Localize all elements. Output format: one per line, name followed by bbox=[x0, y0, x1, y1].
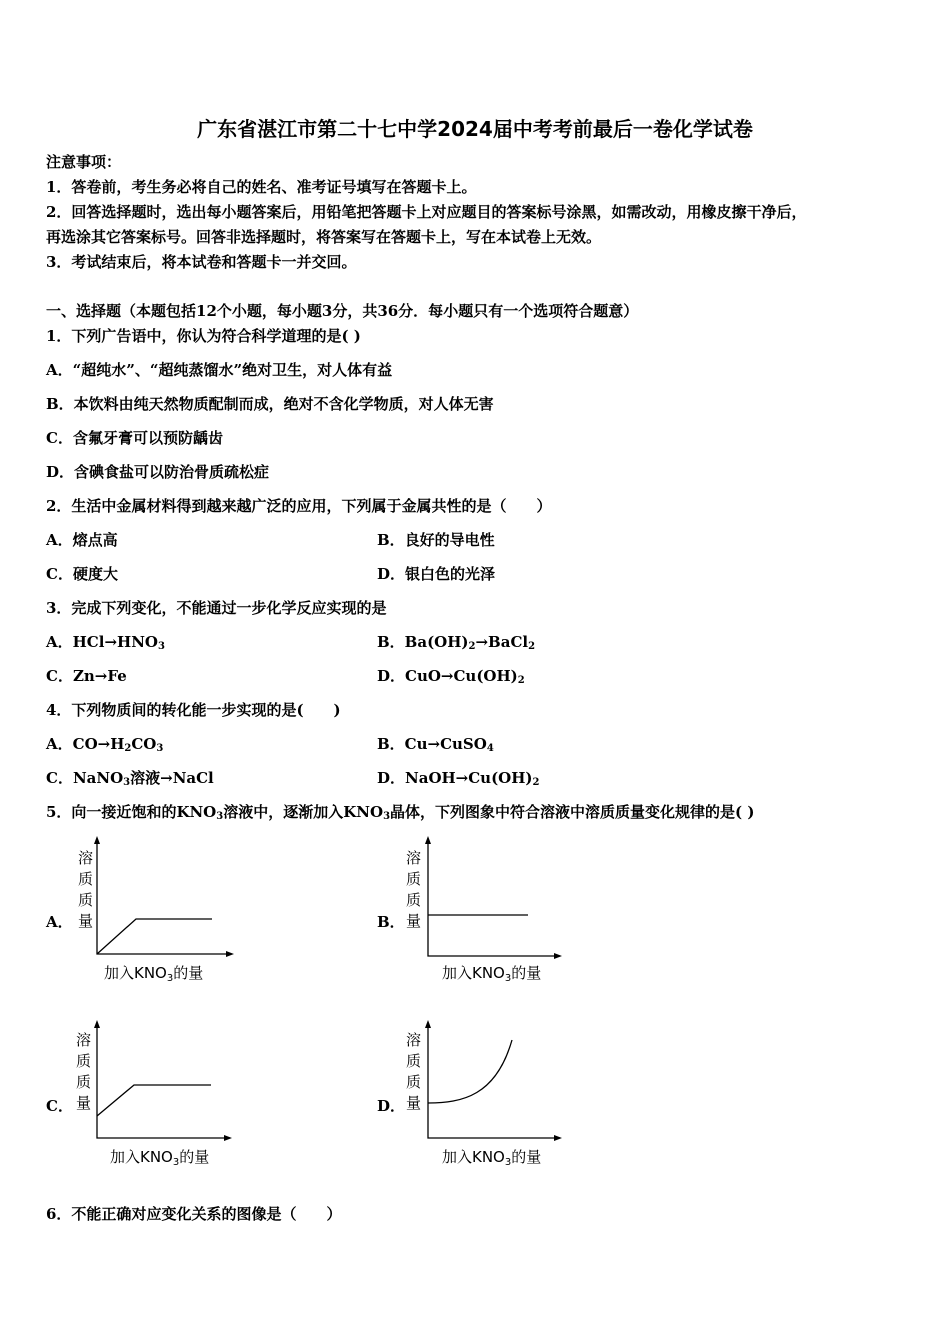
q4-option-d: D．$NaOH\to Cu(OH)_2$ bbox=[377, 769, 540, 788]
note-1: 1．答卷前，考生务必将自己的姓名、准考证号填写在答题卡上。 bbox=[46, 178, 477, 196]
graph-b-xlabel: 加入$KNO_3$的量 bbox=[442, 964, 542, 984]
graph-a-y-arrow bbox=[94, 836, 100, 844]
q4-option-c: C．NaNO$_3$溶液→NaCl bbox=[46, 769, 214, 788]
question-1-stem: 1．下列广告语中，你认为符合科学道理的是( ) bbox=[46, 327, 361, 345]
q5-option-a-label: A． bbox=[46, 913, 73, 931]
graph-a-ylabel-2: 质 bbox=[78, 870, 94, 888]
page-title: 广东省湛江市第二十七中学2024届中考考前最后一卷化学试卷 bbox=[197, 117, 753, 141]
note-3: 3．考试结束后，将本试卷和答题卡一并交回。 bbox=[46, 253, 357, 271]
q1-option-a: A．“超纯水”、“超纯蒸馏水”绝对卫生，对人体有益 bbox=[46, 361, 393, 379]
graph-c-y-arrow bbox=[94, 1020, 100, 1028]
q5-option-c-label: C． bbox=[46, 1097, 73, 1115]
graph-a-curve bbox=[97, 919, 212, 954]
graph-b-x-arrow bbox=[554, 953, 562, 959]
q1-option-b: B．本饮料由纯天然物质配制而成，绝对不含化学物质，对人体无害 bbox=[46, 395, 494, 413]
section-heading: 一、选择题（本题包括12个小题，每小题3分，共36分．每小题只有一个选项符合题意） bbox=[46, 302, 639, 320]
q4-option-a: A．$CO\to H_2CO_3$ bbox=[46, 735, 164, 754]
graph-b-ylabel-3: 质 bbox=[406, 891, 422, 909]
q2-option-d: D．银白色的光泽 bbox=[377, 565, 496, 583]
q5-graph-b bbox=[400, 830, 580, 990]
graph-b-axes bbox=[428, 840, 558, 956]
graph-a-ylabel-4: 量 bbox=[78, 912, 94, 930]
q1-option-c: C．含氟牙膏可以预防龋齿 bbox=[46, 429, 223, 447]
q5-graph-a bbox=[70, 830, 250, 990]
graph-b-ylabel-1: 溶 bbox=[406, 849, 422, 867]
graph-c-xlabel: 加入$KNO_3$的量 bbox=[110, 1148, 210, 1168]
note-2b: 再选涂其它答案标号。回答非选择题时，将答案写在答题卡上，写在本试卷上无效。 bbox=[46, 228, 602, 246]
graph-c-ylabel-1: 溶 bbox=[76, 1031, 92, 1049]
graph-a-ylabel-3: 质 bbox=[78, 891, 94, 909]
graph-d-curve bbox=[428, 1040, 512, 1103]
graph-c-axes bbox=[97, 1024, 228, 1138]
q5-option-b-label: B． bbox=[377, 913, 405, 931]
q5-graph-d bbox=[400, 1014, 580, 1174]
q3-option-b: B．$Ba(OH)_2\to BaCl_2$ bbox=[377, 633, 536, 652]
graph-d-x-arrow bbox=[554, 1135, 562, 1141]
q5-option-d-label: D． bbox=[377, 1097, 406, 1115]
graph-b-y-arrow bbox=[425, 836, 431, 844]
q2-option-a: A．熔点高 bbox=[46, 531, 118, 549]
q3-option-c: C．Zn→Fe bbox=[46, 667, 127, 685]
question-4-stem: 4．下列物质间的转化能一步实现的是( ) bbox=[46, 701, 341, 719]
graph-c-x-arrow bbox=[224, 1135, 232, 1141]
graph-c-curve bbox=[97, 1085, 211, 1116]
graph-d-ylabel-1: 溶 bbox=[406, 1031, 422, 1049]
graph-b-ylabel-2: 质 bbox=[406, 870, 422, 888]
q3-option-d: D．$CuO\to Cu(OH)_2$ bbox=[377, 667, 525, 686]
question-5-stem: 5．向一接近饱和的$KNO_3$溶液中，逐渐加入$KNO_3$晶体，下列图象中符合溶液中溶质质量变化规律的是( ) bbox=[46, 803, 755, 822]
graph-b-ylabel-4: 量 bbox=[406, 912, 422, 930]
graph-d-ylabel-4: 量 bbox=[406, 1094, 422, 1112]
graph-d-xlabel: 加入$KNO_3$的量 bbox=[442, 1148, 542, 1168]
graph-c-ylabel-2: 质 bbox=[76, 1052, 92, 1070]
question-2-stem: 2．生活中金属材料得到越来越广泛的应用，下列属于金属共性的是（ ） bbox=[46, 497, 552, 515]
graph-d-ylabel-3: 质 bbox=[406, 1073, 422, 1091]
notes-heading: 注意事项： bbox=[46, 153, 122, 171]
note-2a: 2．回答选择题时，选出每小题答案后，用铅笔把答题卡上对应题目的答案标号涂黑，如需改动，用橡皮擦干净后， bbox=[46, 203, 807, 221]
graph-a-ylabel-1: 溶 bbox=[78, 849, 94, 867]
q1-option-d: D．含碘食盐可以防治骨质疏松症 bbox=[46, 463, 270, 481]
q5-graph-c bbox=[70, 1014, 250, 1174]
graph-d-axes bbox=[428, 1024, 558, 1138]
graph-d-ylabel-2: 质 bbox=[406, 1052, 422, 1070]
q2-option-b: B．良好的导电性 bbox=[377, 531, 495, 549]
graph-a-x-arrow bbox=[226, 951, 234, 957]
question-3-stem: 3．完成下列变化，不能通过一步化学反应实现的是 bbox=[46, 599, 387, 617]
q2-option-c: C．硬度大 bbox=[46, 565, 118, 583]
q4-option-b: B．Cu→CuSO$_4$ bbox=[377, 735, 494, 754]
q3-option-a: A．$HCl\to HNO_3$ bbox=[46, 633, 165, 652]
graph-c-ylabel-4: 量 bbox=[76, 1094, 92, 1112]
graph-a-xlabel: 加入$KNO_3$的量 bbox=[104, 964, 204, 984]
graph-d-y-arrow bbox=[425, 1020, 431, 1028]
question-6-stem: 6．不能正确对应变化关系的图像是（ ） bbox=[46, 1205, 342, 1223]
graph-c-ylabel-3: 质 bbox=[76, 1073, 92, 1091]
